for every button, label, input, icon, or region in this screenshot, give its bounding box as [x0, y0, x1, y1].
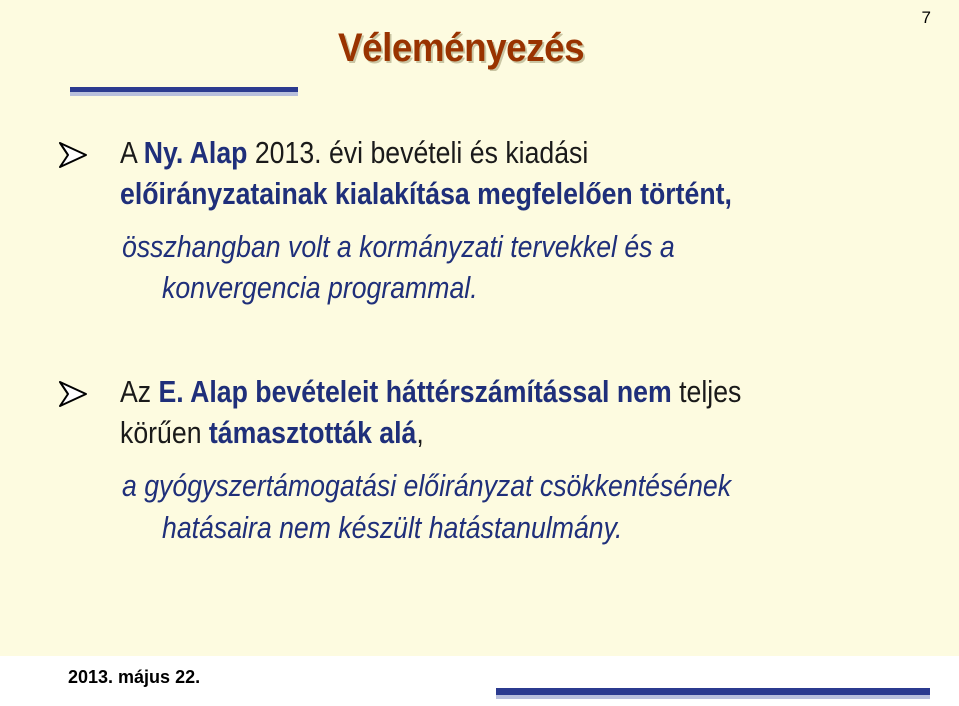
bullet1-line4: konvergencia programmal. — [162, 270, 478, 305]
page-number: 7 — [921, 8, 931, 27]
bullet1-line3: összhangban volt a kormányzati tervekkel és a — [122, 229, 675, 264]
arrowhead-bullet-icon — [58, 381, 88, 407]
slide-title: Véleményezés — [338, 26, 585, 70]
bullet2-line1-c: teljes — [679, 374, 742, 409]
bullet1-line2: előirányzatainak kialakítása megfelelően történt, — [120, 176, 732, 211]
bullet1-line1-a: A — [120, 135, 144, 170]
bullet1-line1-c: 2013. évi bevételi és kiadási — [254, 135, 589, 170]
bullet2-line4: hatásaira nem készült hatástanulmány. — [162, 510, 623, 545]
footer-rule — [496, 688, 930, 695]
title-underline-shadow — [70, 92, 298, 96]
bullet2-line1-b: E. Alap bevételeit háttérszámítással nem — [158, 374, 680, 409]
bullet1-line1-b: Ny. Alap — [143, 135, 255, 170]
bullet2-line2-c: , — [416, 415, 424, 450]
bullet2-line2 — [120, 413, 424, 453]
arrowhead-bullet-icon — [58, 142, 88, 168]
bullet2-line1 — [120, 372, 741, 412]
bullet2-line2-a: körűen — [120, 415, 209, 450]
footer-date: 2013. május 22. — [68, 667, 201, 687]
bullet2-line3: a gyógyszertámogatási előirányzat csökkentésének — [122, 468, 732, 503]
bullet2-line2-b: támasztották alá — [208, 415, 417, 450]
bullet1-line1 — [120, 133, 588, 173]
footer-rule-shadow — [496, 695, 930, 699]
bullet2-line1-a: Az — [120, 374, 159, 409]
